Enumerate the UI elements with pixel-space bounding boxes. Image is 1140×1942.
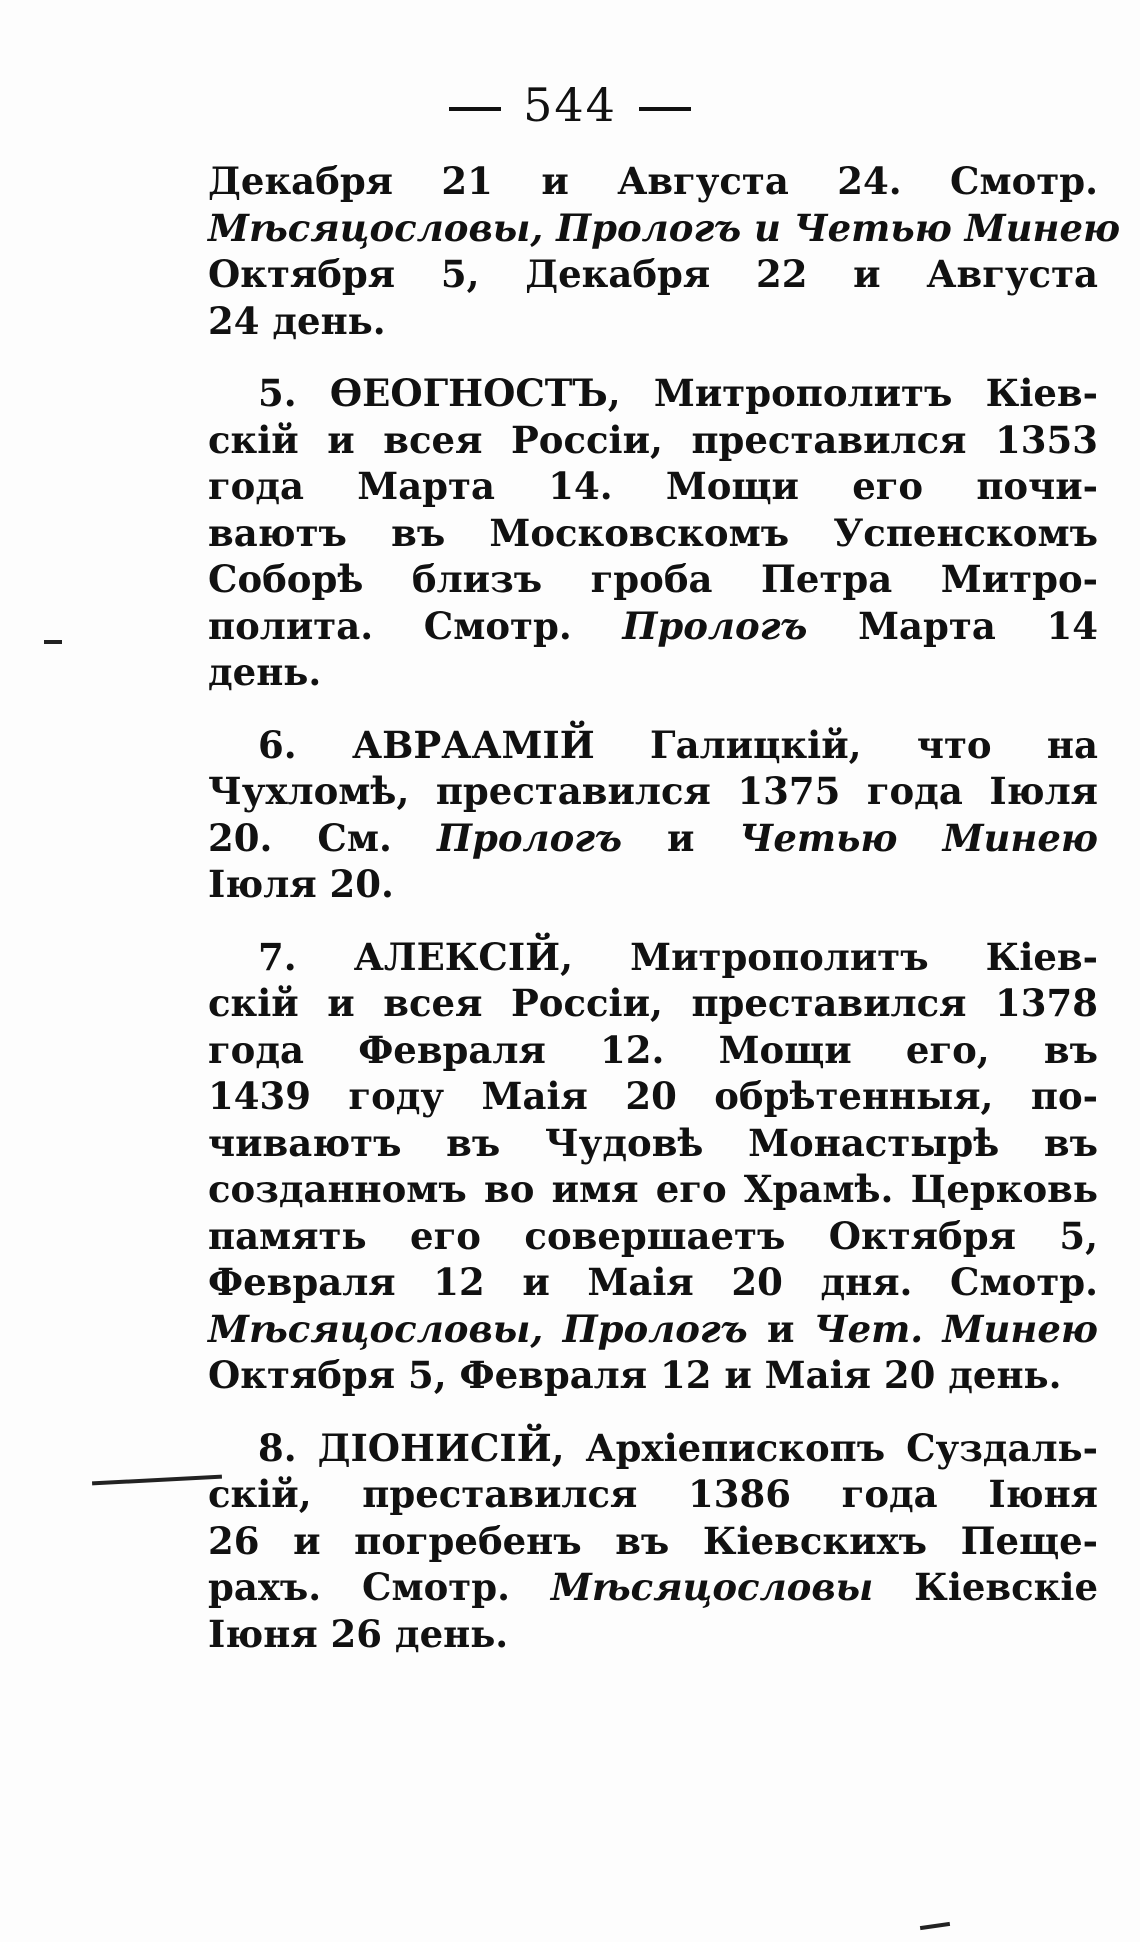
italic-reference: Минею [942, 1306, 1098, 1351]
text-run: скiй, преставился 1386 года Iюня [208, 1472, 1098, 1516]
text-line [208, 158, 1098, 205]
text-run: 1439 году Маiя 20 обрѣтенныя, по- [208, 1074, 1098, 1118]
text-line [208, 1213, 1098, 1260]
italic-reference: Четью [739, 815, 898, 860]
text-line [208, 510, 1098, 557]
text-line [208, 1518, 1098, 1565]
text-run: Декабря 21 и Августа 24. Смотр. [208, 159, 1098, 203]
text-run: и [747, 1306, 814, 1351]
text-run: Соборѣ близъ гроба Петра Митро- [208, 557, 1098, 601]
text-line [208, 1425, 1098, 1472]
text-line [208, 1352, 1098, 1399]
text-line [208, 1471, 1098, 1518]
text-line [208, 768, 1098, 815]
text-run: года Марта 14. Мощи его почи- [208, 464, 1098, 508]
text-line [208, 603, 1098, 650]
text-line [208, 934, 1098, 981]
text-run: Марта 14 [807, 603, 1098, 648]
text-line [208, 861, 1098, 908]
text-run: чиваютъ въ Чудовѣ Монастырѣ въ [208, 1120, 1098, 1165]
header-dash-left [449, 107, 501, 111]
text-run: Октября 5, Февраля 12 и Маiя 20 день. [208, 1353, 1062, 1397]
text-run: скiй и всея Россiи, преставился 1353 [208, 417, 1098, 462]
text-line [208, 1073, 1098, 1120]
text-line [208, 1259, 1098, 1306]
text-run: рахъ. Смотр. [208, 1565, 551, 1609]
text-run: память его совершаетъ Октября 5, [208, 1213, 1098, 1258]
text-run: Iюля 20. [208, 862, 394, 906]
italic-reference: Прологъ [622, 603, 808, 648]
italic-reference: Мѣсяцословы [550, 1565, 874, 1609]
text-run: 5. ѲЕОГНОСТЪ, Митрополитъ Кiев- [258, 371, 1098, 415]
text-run [897, 816, 942, 860]
text-line [208, 1611, 1098, 1658]
text-line [208, 463, 1098, 510]
text-line [208, 417, 1098, 464]
italic-reference: Чет. [813, 1306, 924, 1351]
text-line [208, 251, 1098, 298]
italic-reference: Минею [942, 815, 1098, 860]
text-line [208, 1120, 1098, 1167]
text-run: 8. ДIОНИСIЙ, Архiепископъ Суздаль- [258, 1425, 1098, 1470]
paragraph-gap [208, 696, 1098, 722]
text-line [208, 556, 1098, 603]
text-run: полита. Смотр. [208, 603, 623, 648]
text-run: день. [208, 650, 322, 694]
margin-mark [920, 1922, 950, 1930]
text-run: 24 день. [208, 298, 386, 343]
text-run: 26 и погребенъ въ Кiевскихъ Пеще- [208, 1518, 1098, 1563]
header-dash-right [639, 107, 691, 111]
body-text [208, 158, 1121, 1657]
text-run: года Февраля 12. Мощи его, въ [208, 1027, 1098, 1072]
paragraph-gap [208, 1399, 1098, 1425]
italic-reference: Прологъ [436, 815, 622, 860]
text-run: Февраля 12 и Маiя 20 дня. Смотр. [208, 1260, 1098, 1304]
page-header [0, 78, 1140, 132]
text-line [208, 980, 1098, 1027]
page-number: 544 [523, 78, 617, 132]
text-run: скiй и всея Россiи, преставился 1378 [208, 981, 1098, 1025]
text-run: 20. См. [208, 815, 437, 860]
text-run: Чухломѣ, преставился 1375 года Iюля [208, 769, 1098, 813]
text-run: созданномъ во имя его Храмѣ. Церковь [208, 1167, 1098, 1211]
paragraph-gap [208, 344, 1098, 370]
text-run: 6. АВРААМIЙ Галицкiй, что на [258, 722, 1098, 767]
text-line [208, 722, 1098, 769]
text-line [208, 1306, 1098, 1353]
text-line [208, 1166, 1098, 1213]
text-run [923, 1307, 942, 1351]
text-run: Октября 5, Декабря 22 и Августа [208, 252, 1098, 296]
text-line [208, 1027, 1098, 1074]
paragraph-gap [208, 908, 1098, 934]
text-run: Кiевскiе [873, 1565, 1098, 1609]
text-run: и [621, 815, 740, 860]
margin-mark [92, 1475, 222, 1486]
italic-reference: Мѣсяцословы, Прологъ и Четью Минею [208, 205, 1121, 250]
text-run: Iюня 26 день. [208, 1611, 509, 1656]
italic-reference: Мѣсяцословы, Прологъ [208, 1306, 748, 1351]
text-line [208, 649, 1098, 696]
text-run: 7. АЛЕКСIЙ, Митрополитъ Кiев- [258, 934, 1098, 979]
text-line [208, 370, 1098, 417]
margin-mark [44, 640, 62, 644]
text-line [208, 298, 1098, 345]
text-run: ваютъ въ Московскомъ Успенскомъ [208, 510, 1098, 555]
text-line [208, 205, 1121, 252]
text-line [208, 1564, 1098, 1611]
text-line [208, 815, 1098, 862]
